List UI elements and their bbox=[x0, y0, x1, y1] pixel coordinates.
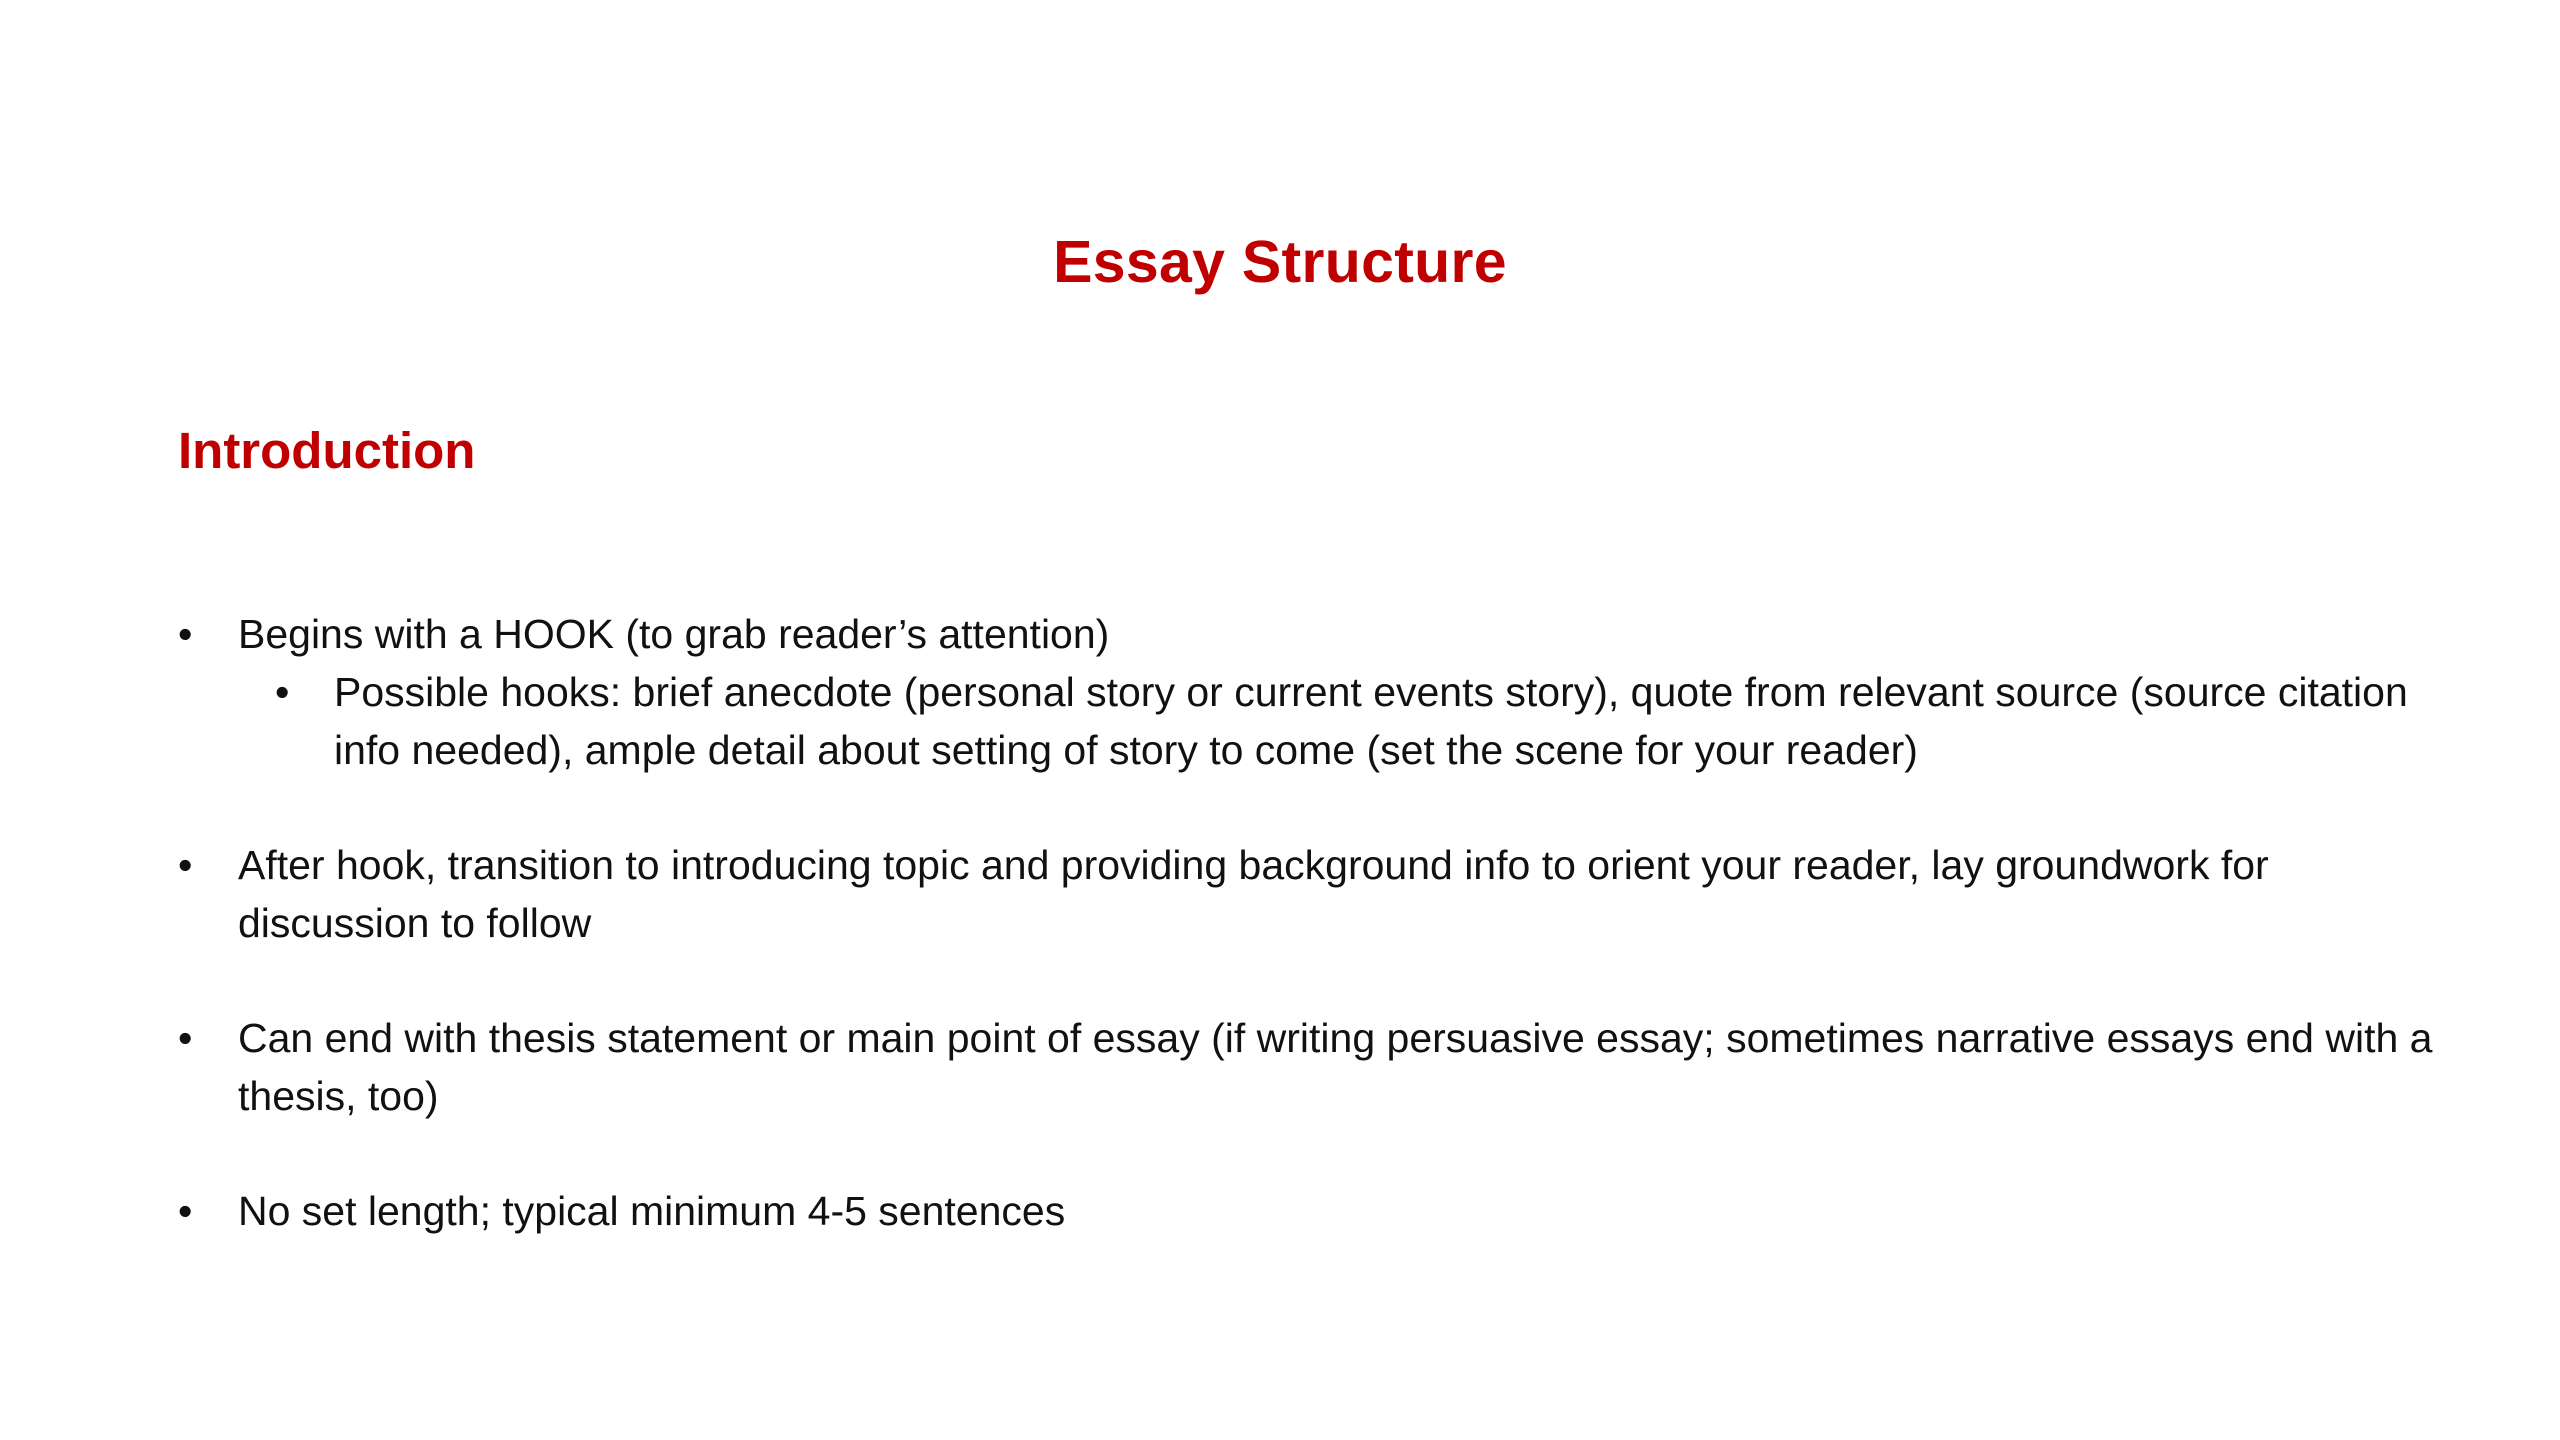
bullet-marker: • bbox=[178, 1015, 193, 1061]
section-heading: Introduction bbox=[178, 422, 476, 479]
sub-bullet-list bbox=[238, 663, 2438, 779]
sub-bullet-item bbox=[238, 663, 2438, 779]
bullet-item bbox=[178, 1182, 2438, 1240]
bullet-marker: • bbox=[178, 611, 193, 657]
bullet-text: No set length; typical minimum 4-5 sentences bbox=[238, 1188, 1066, 1234]
slide-title: Essay Structure bbox=[1053, 229, 1507, 295]
bullet-text: After hook, transition to introducing topic and providing background info to orient your reader, lay groundwork for discussion to follow bbox=[238, 842, 2269, 946]
sub-bullet-text: Possible hooks: brief anecdote (personal story or current events story), quote from relevant source (source citation info needed), ample detail about setting of story to come (set the scene for your reader) bbox=[334, 669, 2408, 773]
bullet-item bbox=[178, 1009, 2438, 1125]
bullet-marker: • bbox=[275, 669, 290, 715]
bullet-item bbox=[178, 836, 2438, 952]
bullet-list bbox=[178, 605, 2438, 1240]
bullet-marker: • bbox=[178, 842, 193, 888]
bullet-item bbox=[178, 605, 2438, 779]
bullet-text: Begins with a HOOK (to grab reader’s attention) bbox=[238, 611, 1110, 657]
bullet-marker: • bbox=[178, 1188, 193, 1234]
bullet-text: Can end with thesis statement or main point of essay (if writing persuasive essay; sometimes narrative essays end with a thesis, too) bbox=[238, 1015, 2433, 1119]
